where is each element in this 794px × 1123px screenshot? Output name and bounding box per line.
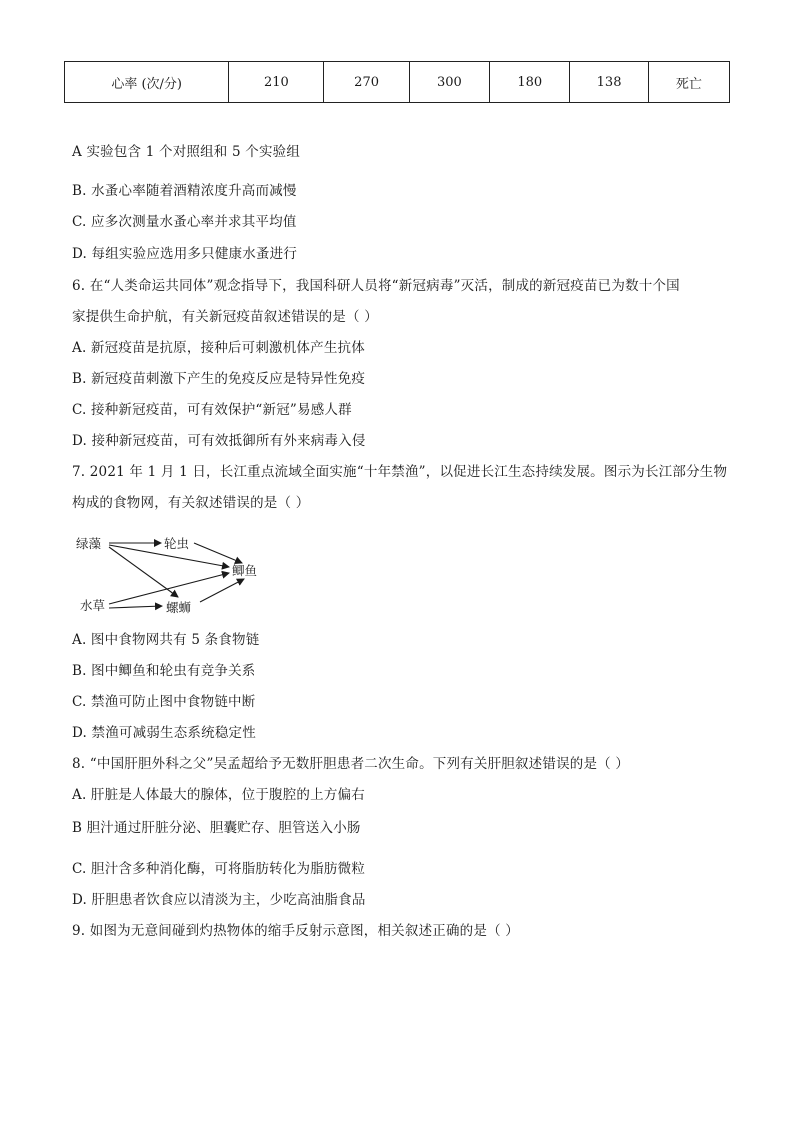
q5-option-b: B. 水蚤心率随着酒精浓度升高而减慢: [72, 183, 297, 199]
q7-option-a: A. 图中食物网共有 5 条食物链: [72, 632, 260, 648]
arrow-snail-crucian: [200, 579, 244, 602]
q8-option-d: D. 肝胆患者饮食应以清淡为主，少吃高油脂食品: [72, 892, 366, 908]
table-cell: 138: [570, 62, 648, 103]
heart-rate-table: [64, 61, 730, 103]
q8-option-a: A. 肝脏是人体最大的腺体，位于腹腔的上方偏右: [72, 787, 365, 803]
node-snail: 螺蛳: [166, 600, 192, 615]
q9-stem: 9. 如图为无意间碰到灼热物体的缩手反射示意图，相关叙述正确的是（ ）: [72, 923, 519, 939]
q5-option-a: A 实验包含 1 个对照组和 5 个实验组: [72, 144, 301, 160]
table-cell: 300: [409, 62, 489, 103]
arrow-weed-snail: [109, 606, 162, 608]
food-web-diagram: [74, 530, 274, 620]
q8-option-b: B 胆汁通过肝脏分泌、胆囊贮存、胆管送入小肠: [72, 820, 361, 836]
table-cell: 死亡: [648, 62, 729, 103]
arrow-algae-snail: [109, 547, 178, 597]
q7-stem-line1: 7. 2021 年 1 月 1 日，长江重点流域全面实施“十年禁渔”，以促进长江生态持续发展。图示为长江部分生物: [72, 464, 728, 480]
table-row: [65, 62, 730, 103]
node-rotifer: 轮虫: [164, 536, 190, 551]
q8-option-c: C. 胆汁含多种消化酶，可将脂肪转化为脂肪微粒: [72, 861, 366, 877]
q6-option-b: B. 新冠疫苗刺激下产生的免疫反应是特异性免疫: [72, 371, 366, 387]
q7-option-b: B. 图中鲫鱼和轮虫有竞争关系: [72, 663, 256, 679]
q7-option-c: C. 禁渔可防止图中食物链中断: [72, 694, 256, 710]
node-algae: 绿藻: [76, 536, 102, 551]
q6-option-c: C. 接种新冠疫苗，可有效保护“新冠”易感人群: [72, 402, 352, 418]
q7-stem-line2: 构成的食物网，有关叙述错误的是（ ）: [72, 495, 310, 511]
table-row-label: 心率 (次/分): [65, 62, 229, 103]
q5-option-d: D. 每组实验应选用多只健康水蚤进行: [72, 246, 298, 262]
q8-stem: 8. “中国肝胆外科之父”吴孟超给予无数肝胆患者二次生命。下列有关肝胆叙述错误的是（ ）: [72, 756, 630, 772]
node-water-weed: 水草: [80, 598, 106, 613]
q6-option-d: D. 接种新冠疫苗，可有效抵御所有外来病毒入侵: [72, 433, 366, 449]
q5-option-c: C. 应多次测量水蚤心率并求其平均值: [72, 214, 297, 230]
arrow-rotifer-crucian: [194, 543, 242, 563]
table-cell: 180: [490, 62, 570, 103]
q6-stem-line2: 家提供生命护航，有关新冠疫苗叙述错误的是（ ）: [72, 309, 378, 325]
q6-option-a: A. 新冠疫苗是抗原，接种后可刺激机体产生抗体: [72, 340, 365, 356]
q7-option-d: D. 禁渔可减弱生态系统稳定性: [72, 725, 256, 741]
q6-stem-line1: 6. 在“人类命运共同体”观念指导下，我国科研人员将“新冠病毒”灭活，制成的新冠疫苗已为数十个国: [72, 278, 680, 294]
table-cell: 270: [324, 62, 409, 103]
node-crucian-carp: 鲫鱼: [232, 563, 258, 578]
table-cell: 210: [229, 62, 324, 103]
